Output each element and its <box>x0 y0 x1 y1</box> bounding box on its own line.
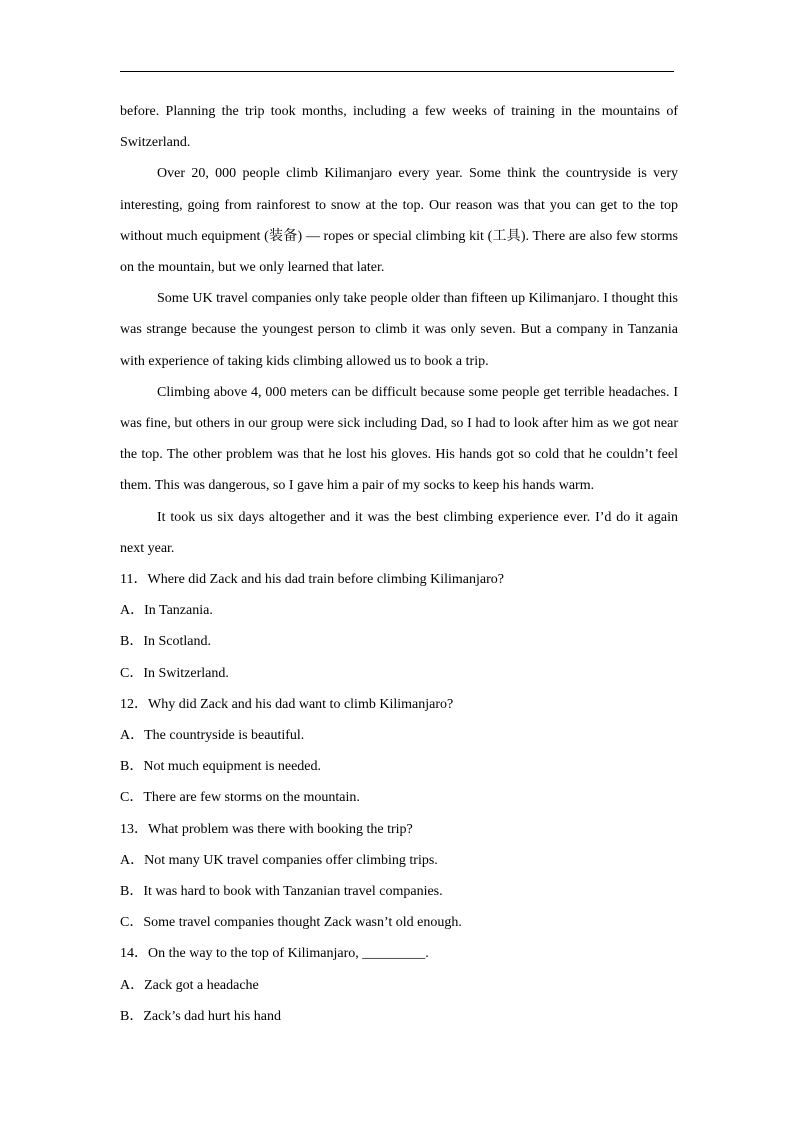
question-stem: 14．On the way to the top of Kilimanjaro, _________. <box>120 946 429 962</box>
option-b: B．In Scotland. <box>120 634 211 650</box>
option-a: A．Not many UK travel companies offer climbing trips. <box>120 852 438 868</box>
option-b: B．Not much equipment is needed. <box>120 759 322 775</box>
question-14 <box>120 938 678 1032</box>
option-b: B．Zack’s dad hurt his hand <box>120 1008 281 1024</box>
reading-passage <box>120 96 678 564</box>
option-c: C．In Switzerland. <box>120 665 229 681</box>
option-a: A．The countryside is beautiful. <box>120 728 305 744</box>
option-b: B．It was hard to book with Tanzanian travel companies. <box>120 884 443 900</box>
passage-paragraph-3: Some UK travel companies only take people older than fifteen up Kilimanjaro. I thought this was strange because the youngest person to climb it was only seven. But a company in Tanzania with experience of taking kids climbing allowed us to book a trip. <box>120 291 678 369</box>
question-12 <box>120 689 678 814</box>
question-13 <box>120 814 678 939</box>
header-rule <box>120 71 674 72</box>
option-a: A．In Tanzania. <box>120 603 213 619</box>
option-c: C．Some travel companies thought Zack wasn’t old enough. <box>120 915 462 931</box>
question-stem: 12．Why did Zack and his dad want to climb Kilimanjaro? <box>120 696 454 712</box>
question-11 <box>120 564 678 689</box>
question-stem: 11．Where did Zack and his dad train before climbing Kilimanjaro? <box>120 572 504 588</box>
passage-paragraph-1: before. Planning the trip took months, including a few weeks of training in the mountains of Switzerland. <box>120 104 678 151</box>
document-body <box>120 96 678 1032</box>
passage-paragraph-4: Climbing above 4, 000 meters can be difficult because some people get terrible headaches. I was fine, but others in our group were sick including Dad, so I had to look after him as we got near the top. The other problem was that he lost his gloves. His hands got so cold that he couldn’t feel them. This was dangerous, so I gave him a pair of my socks to keep his hands warm. <box>120 384 678 494</box>
passage-paragraph-2: Over 20, 000 people climb Kilimanjaro every year. Some think the countryside is very interesting, going from rainforest to snow at the top. Our reason was that you can get to the top without much equipment (装备) — ropes or special climbing kit (工具). There are also few storms on the mountain, but we only learned that later. <box>120 166 678 276</box>
question-stem: 13．What problem was there with booking the trip? <box>120 821 413 837</box>
option-c: C．There are few storms on the mountain. <box>120 790 360 806</box>
passage-paragraph-5: It took us six days altogether and it was the best climbing experience ever. I’d do it again next year. <box>120 509 678 556</box>
option-a: A．Zack got a headache <box>120 977 259 993</box>
